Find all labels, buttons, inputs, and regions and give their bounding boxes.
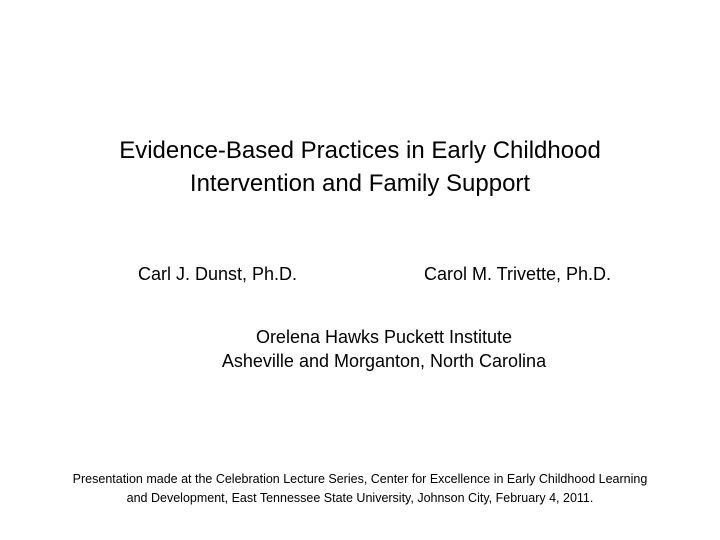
author-carol-trivette: Carol M. Trivette, Ph.D. <box>424 264 612 284</box>
author-carl-dunst: Carl J. Dunst, Ph.D. <box>138 264 298 284</box>
slide-title-line-1: Evidence-Based Practices in Early Childhood <box>119 137 601 164</box>
presentation-note-line-2: and Development, East Tennessee State University, Johnson City, February 4, 2011. <box>126 491 594 505</box>
presentation-note-line-1: Presentation made at the Celebration Lecture Series, Center for Excellence in Early Childhood Learning <box>72 472 648 486</box>
presentation-note <box>40 470 680 508</box>
slide-title <box>60 134 660 200</box>
slide-title-line-2: Intervention and Family Support <box>189 170 531 197</box>
affiliation <box>120 325 648 373</box>
affiliation-location: Asheville and Morganton, North Carolina <box>221 351 547 371</box>
affiliation-institute: Orelena Hawks Puckett Institute <box>255 327 513 347</box>
